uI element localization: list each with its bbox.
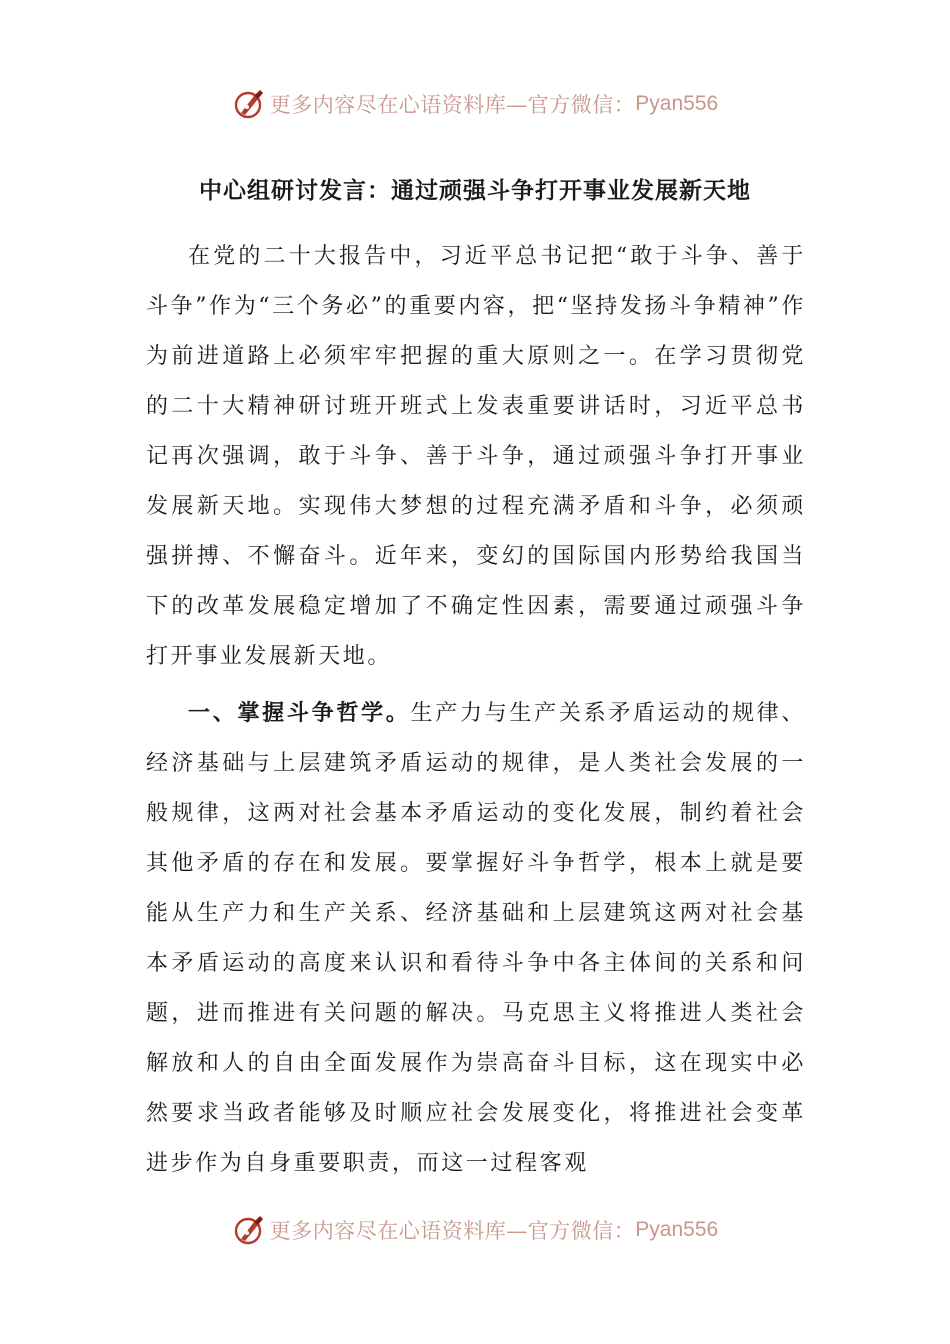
header-banner bbox=[0, 84, 950, 124]
footer-banner-text: 更多内容尽在心语资料库—官方微信： bbox=[269, 1219, 636, 1243]
footer-banner bbox=[0, 1210, 950, 1250]
pen-nib-seal-icon bbox=[232, 1213, 266, 1247]
pen-nib-seal-icon bbox=[232, 87, 266, 121]
section-heading: 一、掌握斗争哲学。 bbox=[188, 700, 411, 726]
banner-text: 更多内容尽在心语资料库—官方微信： bbox=[269, 93, 636, 117]
document-title: 中心组研讨发言：通过顽强斗争打开事业发展新天地 bbox=[199, 177, 751, 204]
paragraph-intro-text: 在党的二十大报告中，习近平总书记把“敢于斗争、善于斗争”作为“三个务必”的重要内容，把“坚持发扬斗争精神”作为前进道路上必须牢牢把握的重大原则之一。在学习贯彻党的二十大精神研讨班开班式上发表重要讲话时，习近平总书记再次强调，敢于斗争、善于斗争，通过顽强斗争打开事业发展新天地。实现伟大梦想的过程充满矛盾和斗争，必须顽强拼搏、不懈奋斗。近年来，变幻的国际国内形势给我国当下的改革发展稳定增加了不确定性因素，需要通过顽强斗争打开事业发展新天地。 bbox=[146, 244, 806, 669]
banner-wechat-id: Pyan556 bbox=[635, 92, 719, 115]
paragraph-intro bbox=[146, 232, 806, 682]
section-text: 生产力与生产关系矛盾运动的规律、经济基础与上层建筑矛盾运动的规律，是人类社会发展的一般规律，这两对社会基本矛盾运动的变化发展，制约着社会其他矛盾的存在和发展。要掌握好斗争哲学，根本上就是要能从生产力和生产关系、经济基础和上层建筑这两对社会基本矛盾运动的高度来认识和看待斗争中各主体间的关系和问题，进而推进有关问题的解决。马克思主义将推进人类社会解放和人的自由全面发展作为崇高奋斗目标，这在现实中必然要求当政者能够及时顺应社会发展变化，将推进社会变革进步作为自身重要职责，而这一过程客观 bbox=[146, 701, 806, 1176]
footer-banner-wechat-id: Pyan556 bbox=[635, 1218, 719, 1241]
paragraph-section-1 bbox=[146, 688, 806, 1189]
